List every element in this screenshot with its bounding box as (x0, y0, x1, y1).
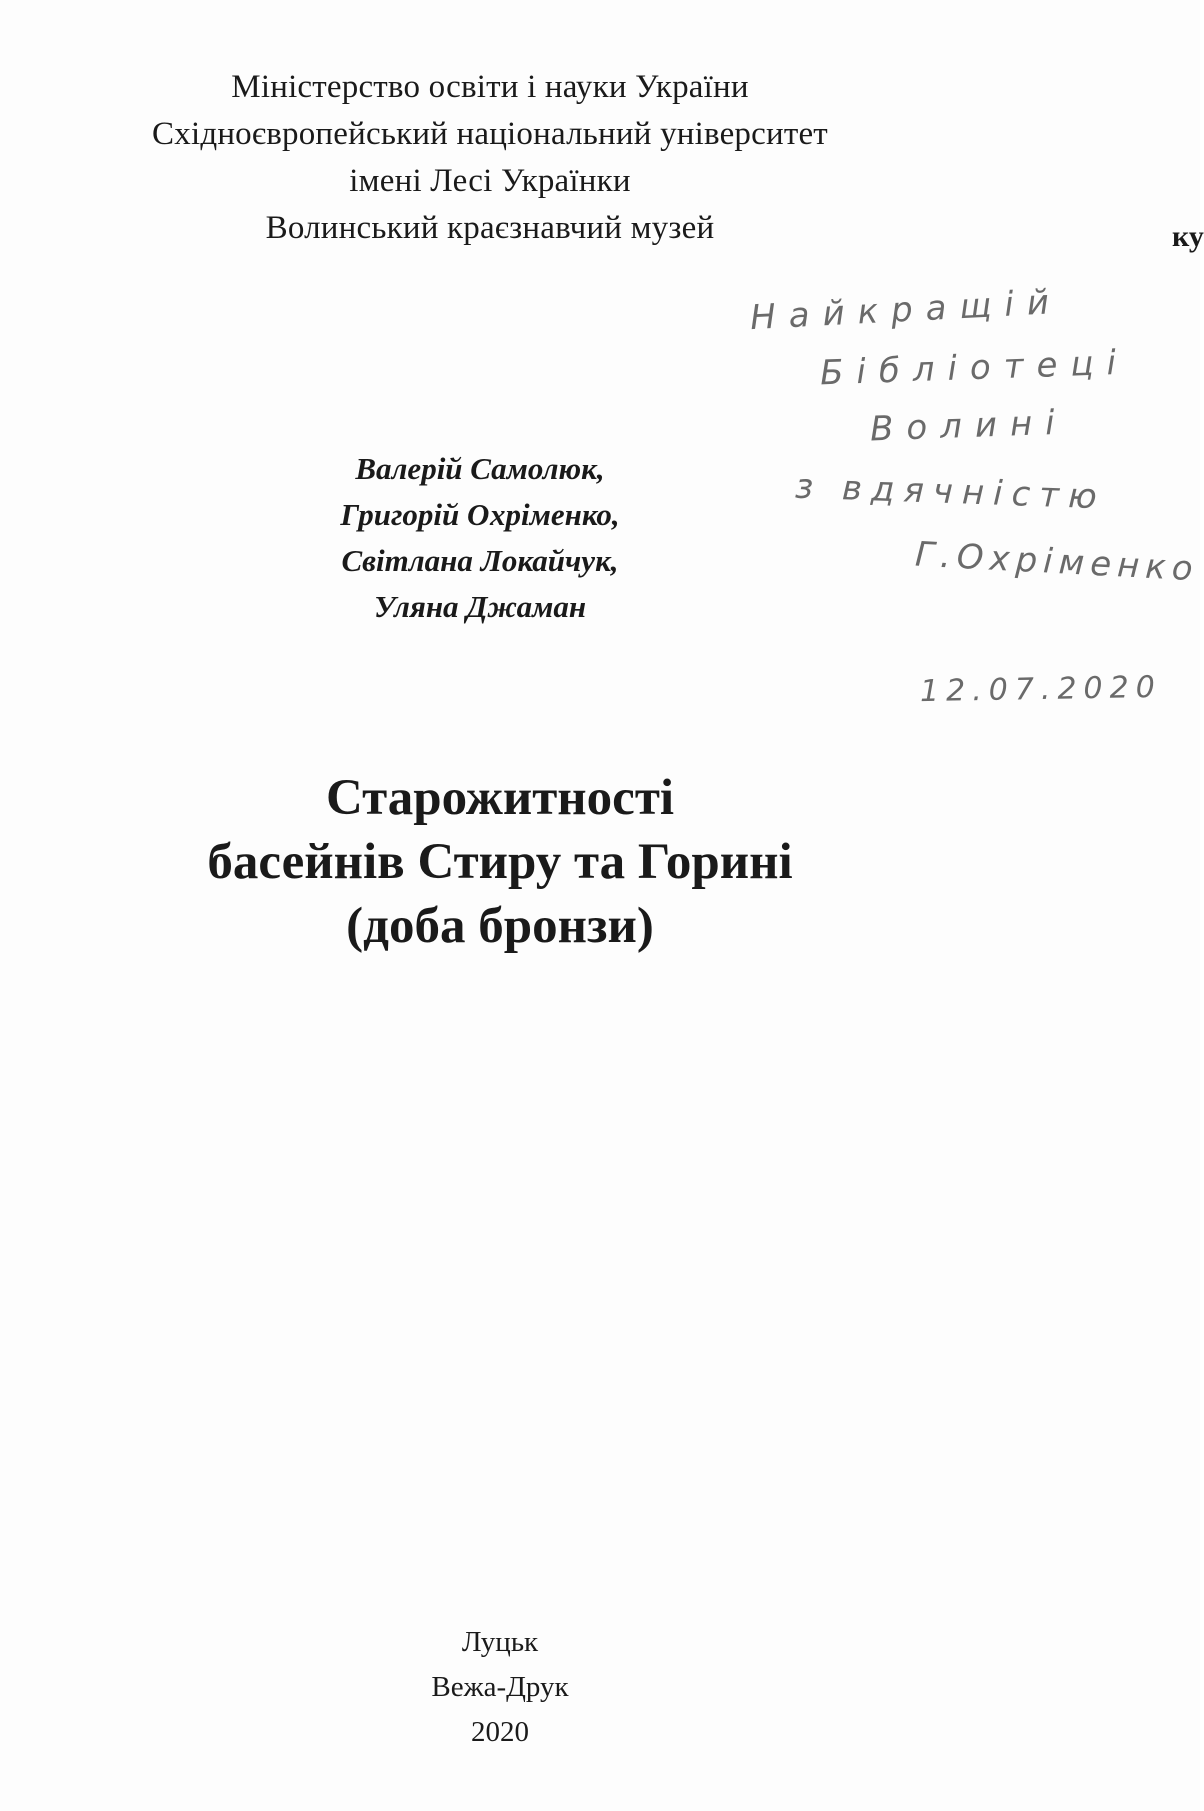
institution-line: Східноєвропейський національний університет (152, 116, 828, 152)
dedication-date: 12.07.2020 (919, 669, 1163, 710)
institution-line: імені Лесі Українки (349, 163, 631, 199)
institution-line: Міністерство освіти і науки України (231, 69, 749, 105)
cut-off-text-fragment: ку (1172, 220, 1204, 253)
title-line: (доба бронзи) (346, 898, 654, 954)
authors-block (260, 446, 700, 630)
imprint-publisher: Вежа-Друк (431, 1671, 569, 1703)
dedication-line: Волині (869, 402, 1069, 450)
institutions-block (60, 64, 920, 252)
imprint-year: 2020 (471, 1716, 529, 1748)
imprint-city: Луцьк (461, 1626, 539, 1658)
dedication-line: Найкращій (749, 281, 1063, 339)
author-name: Валерій Самолюк, (355, 451, 605, 486)
dedication-line: Бібліотеці (819, 342, 1130, 394)
title-line: басейнів Стиру та Горині (207, 834, 793, 890)
imprint-block (400, 1620, 600, 1755)
institution-line: Волинський краєзнавчий музей (265, 210, 715, 246)
dedication-signature: Г.Охріменко (914, 534, 1200, 590)
author-name: Григорій Охріменко, (340, 497, 620, 532)
author-name: Уляна Джаман (373, 589, 587, 624)
handwritten-dedication (720, 281, 1200, 750)
author-name: Світлана Локайчук, (341, 543, 619, 578)
dedication-line: з вдячністю (794, 466, 1107, 518)
title-line: Старожитності (325, 770, 675, 826)
book-title (100, 766, 900, 958)
